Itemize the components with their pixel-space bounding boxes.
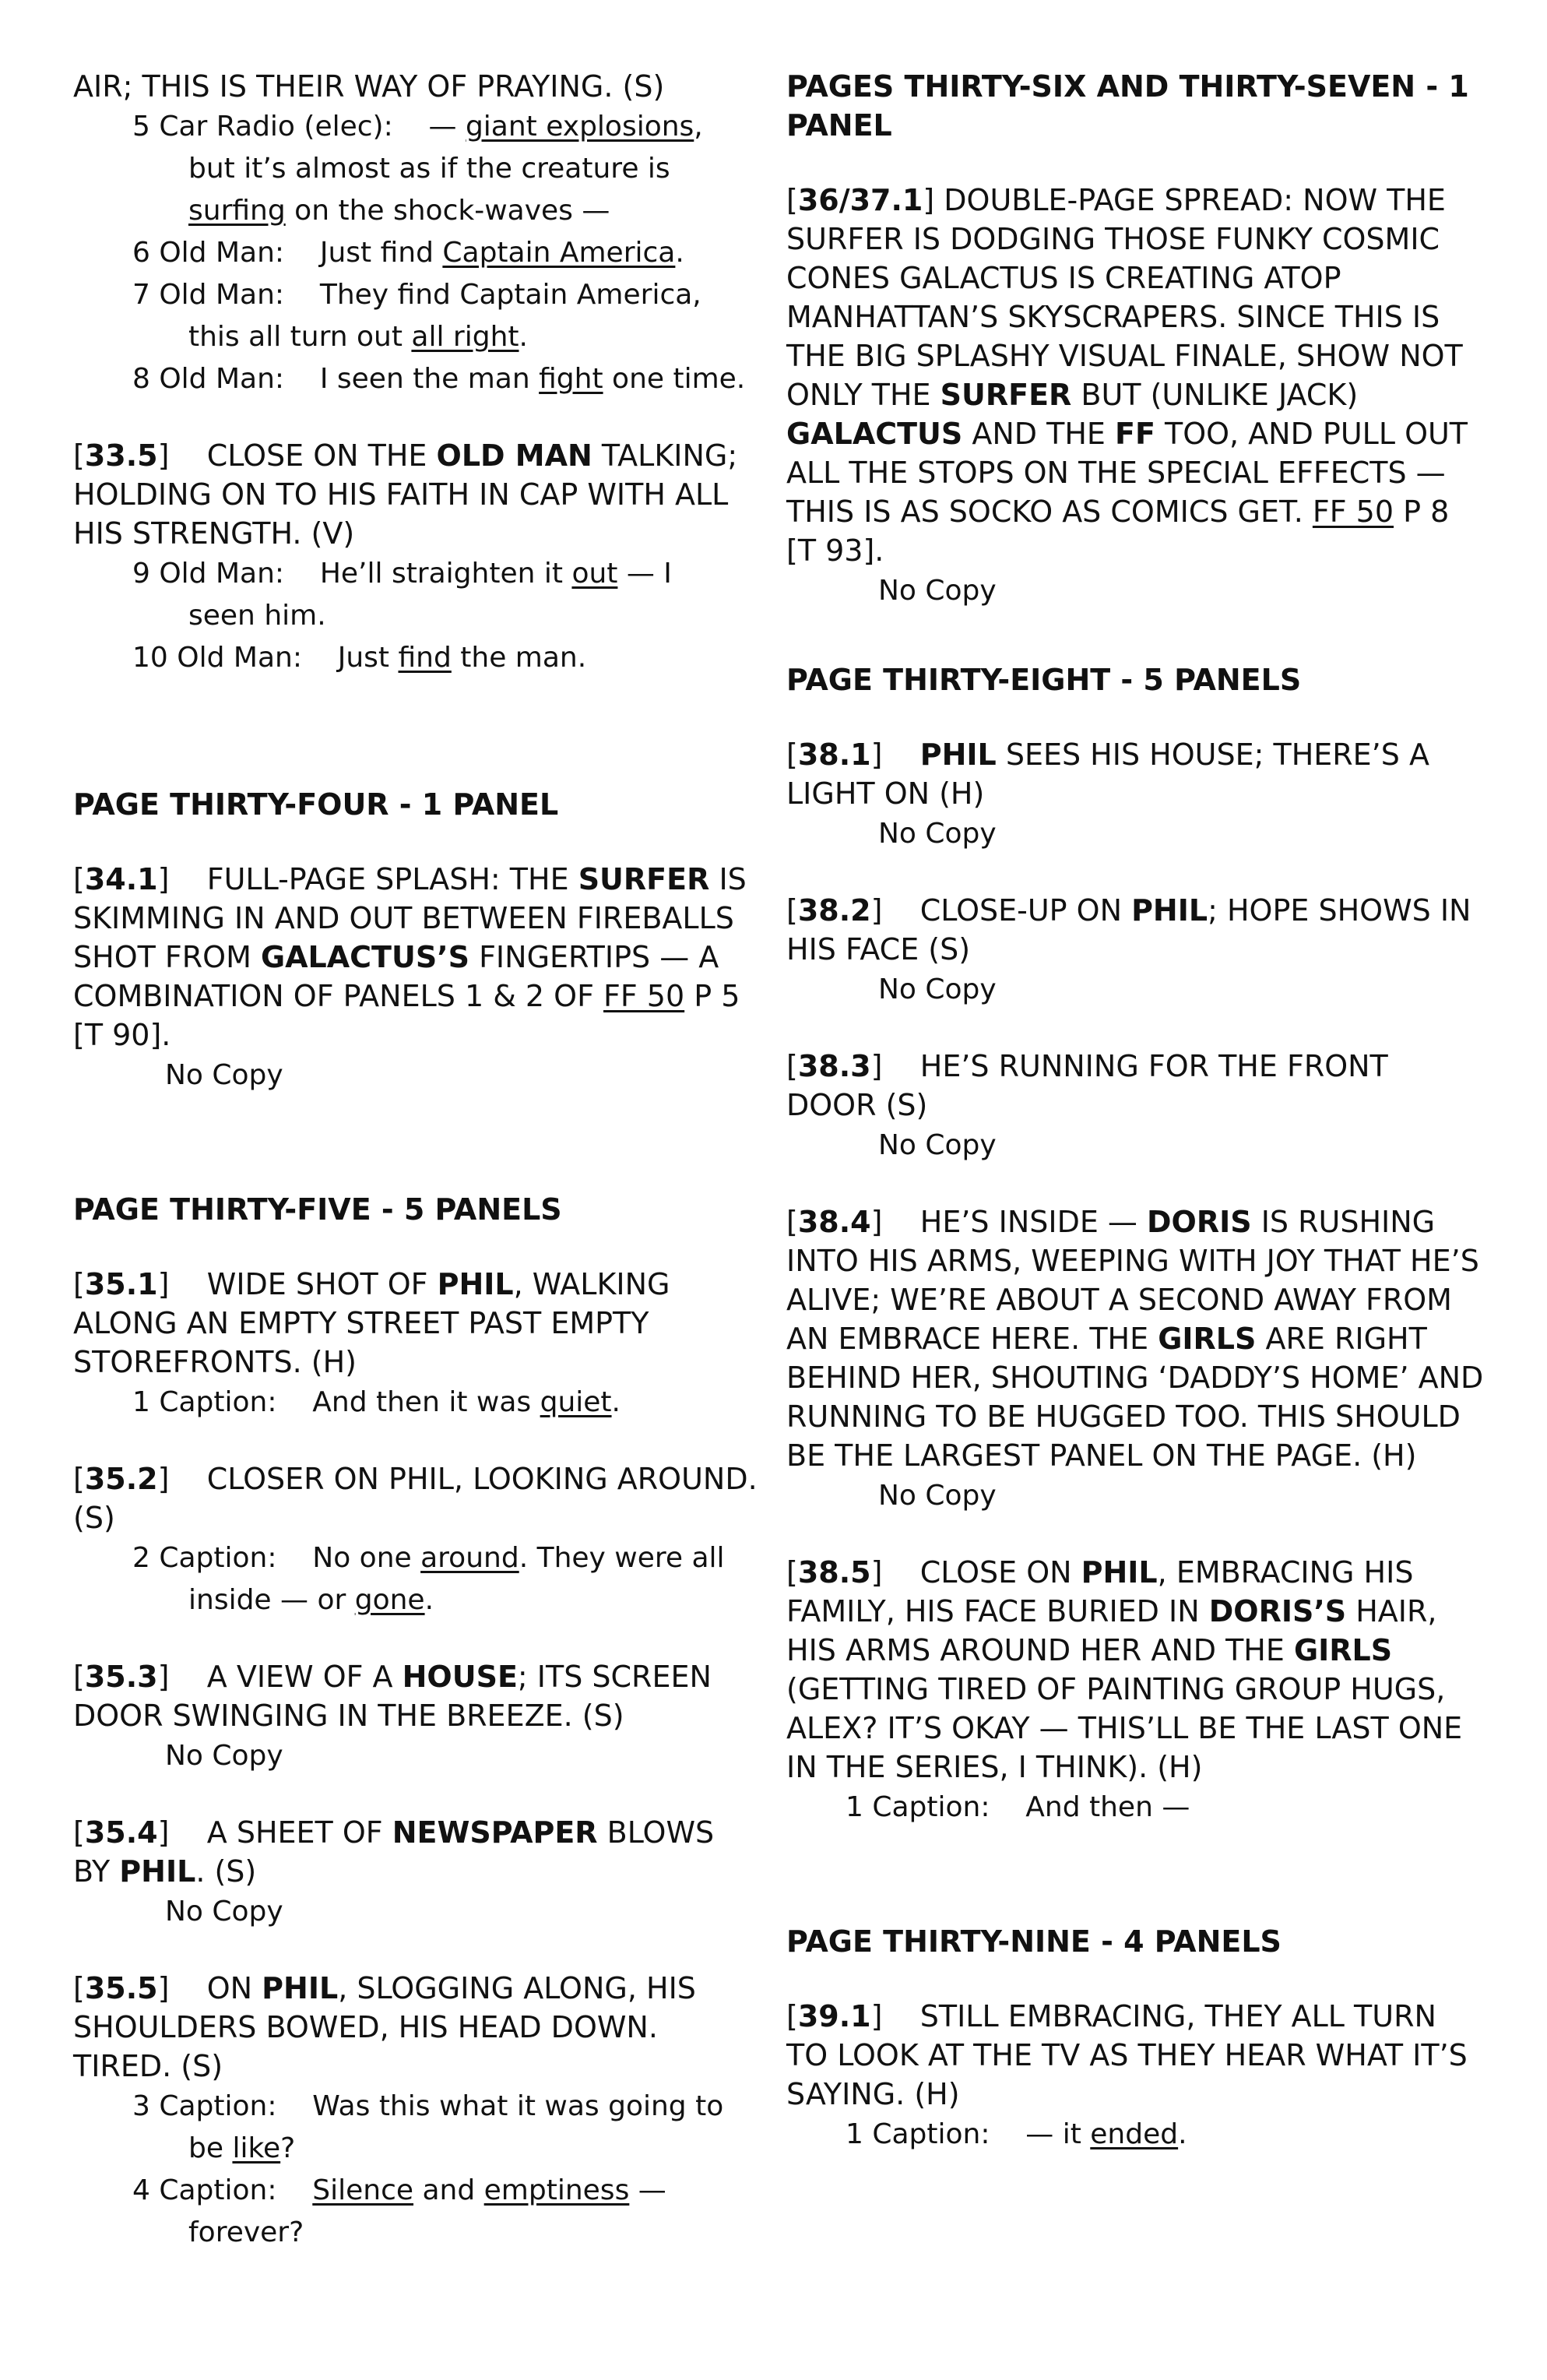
no-copy-note: No Copy — [165, 1059, 283, 1091]
dialogue-line: but it’s almost as if the creature is — [188, 153, 670, 185]
dialogue-line: 3 Caption: Was this what it was going to — [132, 2090, 724, 2122]
panel-description: [35.2] CLOSER ON PHIL, LOOKING AROUND. (S) — [73, 1462, 758, 1535]
panel-description: [33.5] CLOSE ON THE OLD MAN TALKING; HOLDING ON TO HIS FAITH IN CAP WITH ALL HIS STRENGTH. (V) — [73, 438, 738, 551]
panel-33-continuation: AIR; THIS IS THEIR WAY OF PRAYING. (S) — [73, 69, 665, 104]
no-copy-note: No Copy — [878, 818, 997, 850]
panel-description: [38.3] HE’S RUNNING FOR THE FRONT DOOR (S) — [786, 1049, 1388, 1122]
page-heading: PAGE THIRTY-EIGHT - 5 PANELS — [786, 663, 1302, 697]
panel-description: [38.5] CLOSE ON PHIL, EMBRACING HIS FAMILY, HIS FACE BURIED IN DORIS’S HAIR, HIS ARMS AROUND HER AND THE GIRLS (GETTING TIRED OF PAINTING GROUP HUGS, ALEX? IT’S OKAY — THIS’LL BE THE LAST ONE IN THE SERIES, I THINK). (H) — [786, 1555, 1463, 1784]
no-copy-note: No Copy — [878, 1129, 997, 1161]
dialogue-line: 10 Old Man: Just find the man. — [132, 642, 587, 674]
dialogue-line: 1 Caption: And then — — [846, 1791, 1190, 1823]
dialogue-block — [73, 1537, 758, 1621]
dialogue-line: 8 Old Man: I seen the man fight one time. — [132, 363, 746, 395]
panel-description: [36/37.1] DOUBLE-PAGE SPREAD: NOW THE SURFER IS DODGING THOSE FUNKY COSMIC CONES GALACTUS IS CREATING ATOP MANHATTAN’S SKYSCRAPERS. SINCE THIS IS THE BIG SPLASHY VISUAL FINALE, SHOW NOT ONLY THE SURFER BUT (UNLIKE JACK) GALACTUS AND THE FF TOO, AND PULL OUT ALL THE STOPS ON THE SPECIAL EFFECTS — THIS IS AS SOCKO AS COMICS GET. FF 50 P 8 [T 93]. — [786, 183, 1468, 568]
panel-description: [35.4] A SHEET OF NEWSPAPER BLOWS BY PHIL. (S) — [73, 1815, 715, 1889]
dialogue-line: 2 Caption: No one around. They were all — [132, 1542, 725, 1574]
dialogue-line: this all turn out all right. — [188, 321, 528, 353]
panel-description: [39.1] STILL EMBRACING, THEY ALL TURN TO LOOK AT THE TV AS THEY HEAR WHAT IT’S SAYING. (H) — [786, 1999, 1468, 2111]
dialogue-line: inside — or gone. — [188, 1584, 434, 1616]
dialogue-line: 1 Caption: And then it was quiet. — [132, 1386, 621, 1418]
no-copy-note: No Copy — [878, 1480, 997, 1512]
dialogue-line: seen him. — [188, 600, 326, 632]
dialogue-line: 4 Caption: Silence and emptiness — — [132, 2174, 666, 2206]
left-column — [73, 67, 758, 2254]
panel-description: [38.1] PHIL SEES HIS HOUSE; THERE’S A LIGHT ON (H) — [786, 738, 1429, 811]
dialogue-line: 7 Old Man: They find Captain America, — [132, 279, 701, 311]
panel-description: [35.5] ON PHIL, SLOGGING ALONG, HIS SHOULDERS BOWED, HIS HEAD DOWN. TIRED. (S) — [73, 1971, 696, 2083]
dialogue-line: forever? — [188, 2216, 304, 2248]
panel-description: [35.3] A VIEW OF A HOUSE; ITS SCREEN DOOR SWINGING IN THE BREEZE. (S) — [73, 1660, 712, 1733]
panel-description: [34.1] FULL-PAGE SPLASH: THE SURFER IS SKIMMING IN AND OUT BETWEEN FIREBALLS SHOT FROM GALACTUS’S FINGERTIPS — A COMBINATION OF PANELS 1 & 2 OF FF 50 P 5 [T 90]. — [73, 862, 747, 1052]
dialogue-line: 9 Old Man: He’ll straighten it out — I — [132, 558, 672, 590]
panel-description: [38.2] CLOSE-UP ON PHIL; HOPE SHOWS IN HIS FACE (S) — [786, 893, 1471, 966]
page-heading: PAGE THIRTY-FOUR - 1 PANEL — [73, 787, 559, 822]
right-column — [786, 67, 1487, 2156]
panel-description: [38.4] HE’S INSIDE — DORIS IS RUSHING INTO HIS ARMS, WEEPING WITH JOY THAT HE’S ALIVE; WE’RE ABOUT A SECOND AWAY FROM AN EMBRACE HERE. THE GIRLS ARE RIGHT BEHIND HER, SHOUTING ‘DADDY’S HOME’ AND RUNNING TO BE HUGGED TOO. THIS SHOULD BE THE LARGEST PANEL ON THE PAGE. (H) — [786, 1205, 1484, 1473]
no-copy-note: No Copy — [165, 1740, 283, 1772]
page-heading: PAGES THIRTY-SIX AND THIRTY-SEVEN - 1 PANEL — [786, 69, 1469, 143]
no-copy-note: No Copy — [878, 973, 997, 1005]
page-heading: PAGE THIRTY-NINE - 4 PANELS — [786, 1924, 1282, 1959]
dialogue-line: be like? — [188, 2132, 296, 2164]
dialogue-line: surfing on the shock-waves — — [188, 195, 610, 227]
panel-description: [35.1] WIDE SHOT OF PHIL, WALKING ALONG AN EMPTY STREET PAST EMPTY STOREFRONTS. (H) — [73, 1267, 670, 1379]
dialogue-block — [73, 106, 758, 400]
no-copy-note: No Copy — [165, 1896, 283, 1928]
dialogue-line: 5 Car Radio (elec): — giant explosions, — [132, 111, 703, 143]
no-copy-note: No Copy — [878, 575, 997, 607]
dialogue-block — [73, 2086, 758, 2254]
dialogue-line: 1 Caption: — it ended. — [846, 2118, 1187, 2150]
dialogue-line: 6 Old Man: Just find Captain America. — [132, 237, 684, 269]
dialogue-block — [786, 1787, 1487, 1829]
page-heading: PAGE THIRTY-FIVE - 5 PANELS — [73, 1192, 562, 1227]
dialogue-block — [73, 553, 758, 679]
dialogue-block — [73, 1382, 758, 1424]
dialogue-block — [786, 2114, 1487, 2156]
